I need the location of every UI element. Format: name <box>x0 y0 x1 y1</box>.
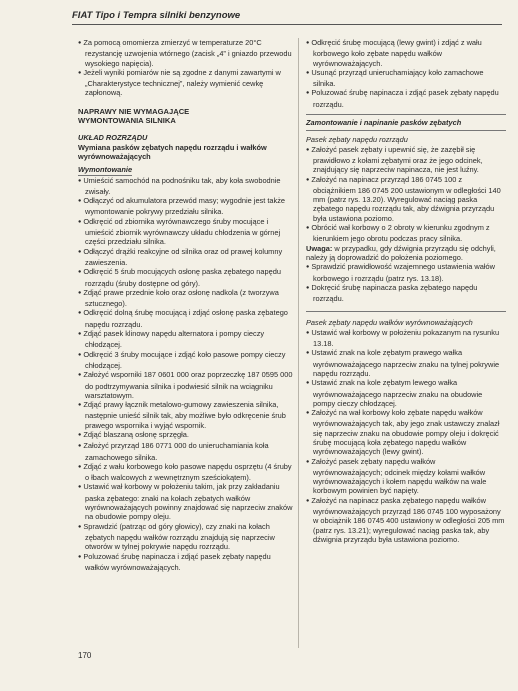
step-item: ● Odłączyć drążki reakcyjne od silnika oraz od prawej kolumny zawieszenia. <box>78 247 293 268</box>
running-header: FIAT Tipo i Tempra silniki benzynowe <box>72 10 502 25</box>
intro-paragraph: ● Za pomocą omomierza zmierzyć w temperaturze 20°C rezystancję uzwojenia wtórnego (zacisk „4” i gniazdo przewodu wysokiego napięcia). <box>78 38 293 68</box>
note-label: Uwaga: <box>306 243 333 253</box>
step-item: ● Odkręcić śrubę mocującą (lewy gwint) i zdjąć z wału korbowego koło zębate napędu wałków wyrównoważających. <box>306 38 506 68</box>
step-item: ● Sprawdzić prawidłowość wzajemnego ustawienia wałów korbowego i rozrządu (patrz rys. 13.18). <box>306 262 506 283</box>
left-column <box>78 38 293 572</box>
right-column <box>306 38 506 544</box>
step-item: ● Ustawić wał korbowy w położeniu takim, jak przy zakładaniu paska zębatego: znaki na kołach zębatych wałków wyrównoważających powinny znajdować się naprzeciw znaków na obudowie pompy oleju. <box>78 482 293 521</box>
step-item: ● Założyć na napinacz przyrząd 186 0745 100 z obciążnikiem 186 0745 200 ustawionym w odległości 140 mm (patrz rys. 13.20). Wyregulować naciąg paska zębatego napędu rozrządu tak, aby dźwignia przyrządu była ustawiona poziomo. <box>306 175 506 223</box>
step-item: ● Umieścić samochód na podnośniku tak, aby koła swobodnie zwisały. <box>78 176 293 197</box>
step-item: ● Zdjąć z wału korbowego koło pasowe napędu osprzętu (4 śruby o łbach walcowych z wewnętrznym sześciokątem). <box>78 462 293 483</box>
procedure-title: Wymiana pasków zębatych napędu rozrządu i wałków wyrównoważających <box>78 142 267 161</box>
step-item: ● Ustawić wał korbowy w położeniu pokazanym na rysunku 13.18. <box>306 328 506 349</box>
step-item: ● Ustawić znak na kole zębatym prawego wałka wyrównoważającego naprzeciw znaku na tylnej pokrywie napędu rozrządu. <box>306 348 506 378</box>
step-item: ● Odkręcić 3 śruby mocujące i zdjąć koło pasowe pompy cieczy chłodzącej. <box>78 350 293 371</box>
page-number: 170 <box>78 651 92 660</box>
subsection-heading: Pasek zębaty napędu wałków wyrównoważających <box>306 311 506 327</box>
subsection-heading: UKŁAD ROZRZĄDU <box>78 133 148 143</box>
step-item: ● Założyć wsporniki 187 0601 000 oraz poprzeczkę 187 0595 000 do podtrzymywania silnika i podwiesić silnik na wciągniku warsztatowym. <box>78 370 293 400</box>
subsection-heading: Pasek zębaty napędu rozrządu <box>306 135 408 145</box>
step-item: ● Zdjąć prawy łącznik metalowo-gumowy zawieszenia silnika, następnie unieść silnik tak, aby możliwe było odkręcenie śrub prawego wspornika i wyjąć wspornik. <box>78 400 293 430</box>
section-heading: Zamontowanie i napinanie pasków zębatych <box>306 114 506 131</box>
step-item: ● Założyć na wał korbowy koło zębate napędu wałków wyrównoważających tak, aby jego znak ustawczy znalazł się naprzeciw znaku na obudowie pompy oleju i dokręcić śrubę mocującą koła zębatego napędu wałków wyrównoważających (lewy gwint). <box>306 408 506 456</box>
step-item: ● Obrócić wał korbowy o 2 obroty w kierunku zgodnym z kierunkiem jego obrotu podczas pracy silnika. <box>306 223 506 244</box>
step-item: ● Założyć przyrząd 186 0771 000 do unieruchamiania koła zamachowego silnika. <box>78 441 293 462</box>
step-item: ● Założyć na napinacz paska zębatego napędu wałków wyrównoważających przyrząd 186 0745 100 wyposażony w obciążnik 186 0745 400 ustawiony w odległości 205 mm (patrz rys. 13.21); wyregulować naciąg paska tak, aby dźwignia przyrządu była ustawiona poziomo. <box>306 496 506 544</box>
step-item: ● Usunąć przyrząd unieruchamiający koło zamachowe silnika. <box>306 68 506 89</box>
step-item: ● Zdjąć blaszaną osłonę sprzęgła. <box>78 430 293 441</box>
step-item: ● Dokręcić śrubę napinacza paska zębatego napędu rozrządu. <box>306 283 506 304</box>
step-item: ● Odkręcić od zbiornika wyrównawczego śruby mocujące i umieścić zbiornik wyrównawczy układu chłodzenia w górnej części przedziału silnika. <box>78 217 293 247</box>
step-item: ● Zdjąć pasek klinowy napędu alternatora i pompy cieczy chłodzącej. <box>78 329 293 350</box>
step-item: ● Założyć pasek zębaty napędu wałków wyrównoważających; odcinek między kołami wałków wyrównoważających i kołem napędu wałków na wale korbowym powinien być napięty. <box>306 457 506 496</box>
step-item: ● Zdjąć prawe przednie koło oraz osłonę nadkola (z tworzywa sztucznego). <box>78 288 293 309</box>
note <box>306 244 506 263</box>
intro-paragraph: ● Jeżeli wyniki pomiarów nie są zgodne z danymi zawartymi w „Charakterystyce technicznej”, należy wymienić cewkę zapłonową. <box>78 68 293 98</box>
step-item: ● Sprawdzić (patrząc od góry głowicy), czy znaki na kołach zębatych napędu wałków rozrządu znajdują się naprzeciw otworów w tylnej pokrywie napędu rozrządu. <box>78 522 293 552</box>
step-item: ● Założyć pasek zębaty i upewnić się, że zazębił się prawidłowo z kołami zębatymi oraz że jego odcinek, znajdujący się naprzeciw napinacza, nie jest luźny. <box>306 145 506 175</box>
note-text: w przypadku, gdy dźwignia przyrządu się odchyli, należy ją doprowadzić do położenia poziomego. <box>306 243 496 262</box>
step-item: ● Odkręcić dolną śrubę mocującą i zdjąć osłonę paska zębatego napędu rozrządu. <box>78 308 293 329</box>
step-item: ● Odkręcić 5 śrub mocujących osłonę paska zębatego napędu rozrządu (śruby dostępne od góry). <box>78 267 293 288</box>
step-item: ● Poluzować śrubę napinacza i zdjąć pasek zębaty napędu wałków wyrównoważających. <box>78 552 293 573</box>
step-item: ● Ustawić znak na kole zębatym lewego wałka wyrównoważającego naprzeciw znaku na obudowie pompy cieczy chłodzącej. <box>306 378 506 408</box>
step-item: ● Poluzować śrubę napinacza i zdjąć pasek zębaty napędu rozrządu. <box>306 88 506 109</box>
column-divider <box>298 38 299 648</box>
step-group-heading: Wymontowanie <box>78 165 133 175</box>
section-heading: NAPRAWY NIE WYMAGAJĄCE WYMONTOWANIA SILNIKA <box>78 106 190 126</box>
step-item: ● Odłączyć od akumulatora przewód masy; wygodnie jest także wymontowanie pokrywy przedziału silnika. <box>78 196 293 217</box>
